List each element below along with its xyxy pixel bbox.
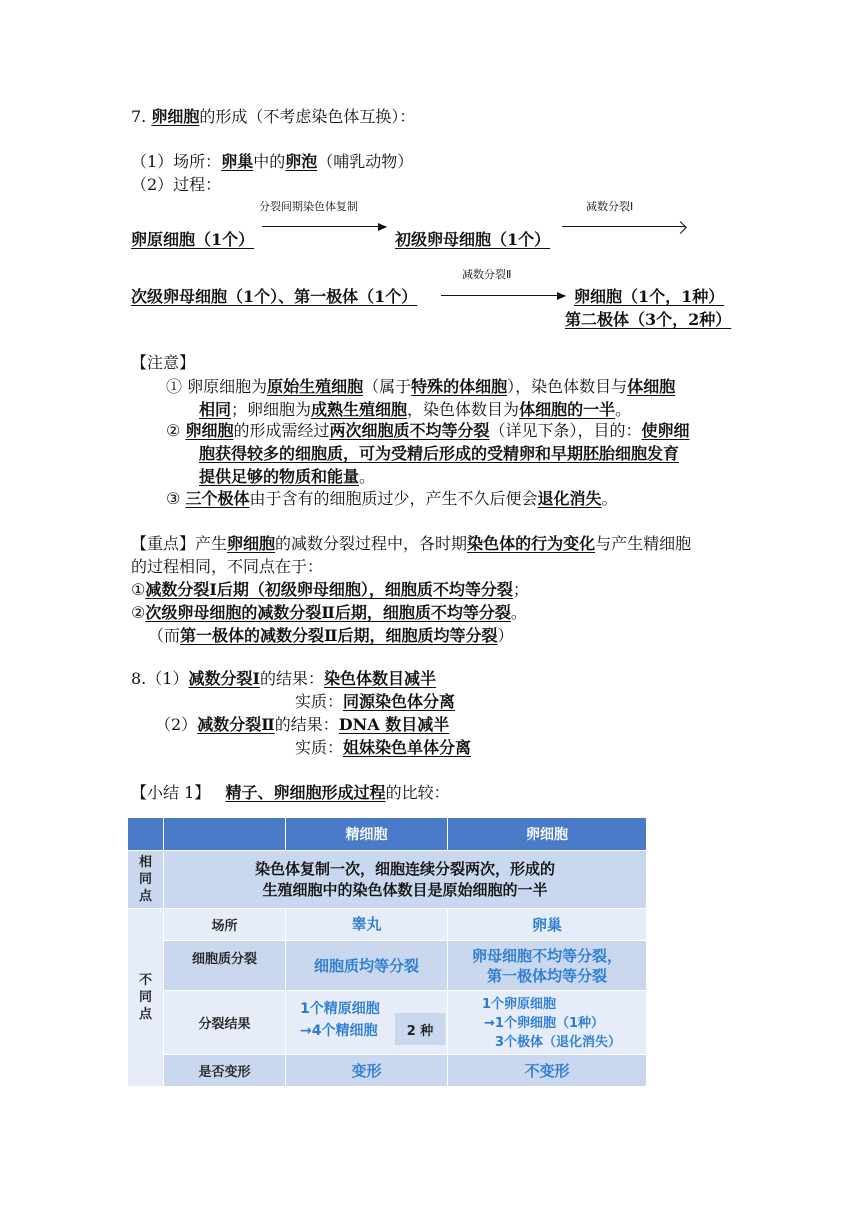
row-label: 细胞质分裂 xyxy=(164,940,286,990)
term-egg-cell: 卵细胞 xyxy=(151,107,200,126)
term: 精子、卵细胞形成过程 xyxy=(225,783,386,802)
text: 实质： xyxy=(295,692,344,711)
arrow2 xyxy=(562,226,686,227)
section-number: 8. xyxy=(131,669,147,688)
text: （属于 xyxy=(363,377,412,396)
term: 同源染色体分离 xyxy=(343,692,456,711)
row-label: 场所 xyxy=(164,908,286,940)
text: 。 xyxy=(601,489,618,508)
note-1-line1 xyxy=(166,376,675,398)
header-empty-2 xyxy=(164,818,286,850)
char: 同 xyxy=(138,872,152,887)
term: 使卵细 xyxy=(641,421,690,440)
note-2-line3 xyxy=(199,466,375,488)
text: 的比较： xyxy=(385,783,450,802)
row-label: 是否变形 xyxy=(164,1054,286,1086)
text: 3个极体（退化消失） xyxy=(495,1035,622,1050)
text: 。 xyxy=(510,603,527,622)
text: ），染色体数目与 xyxy=(507,377,628,396)
term: 减数分裂Ⅰ后期（初级卵母细胞），细胞质不均等分裂 xyxy=(145,580,513,599)
arrow2-label: 减数分裂Ⅰ xyxy=(586,200,634,213)
term: 卵细胞 xyxy=(185,421,234,440)
char: 同 xyxy=(138,990,152,1005)
term: 姐妹染色单体分离 xyxy=(343,738,472,757)
text: 的减数分裂过程中，各时期 xyxy=(275,534,468,553)
term: 体细胞 xyxy=(627,377,676,396)
section-number: 7. xyxy=(131,107,147,126)
bullet: ② xyxy=(131,603,146,622)
egg-place: 卵巢 xyxy=(448,908,646,940)
egg-result xyxy=(448,990,646,1054)
sperm-result-text xyxy=(300,998,380,1042)
term-ovary: 卵巢 xyxy=(221,152,254,171)
stage-primary-oocyte: 初级卵母细胞（1个） xyxy=(395,230,551,249)
s8-row1 xyxy=(131,668,436,690)
term: 两次细胞质不均等分裂 xyxy=(329,421,490,440)
term: 特殊的体细胞 xyxy=(411,377,508,396)
sperm-place: 睾丸 xyxy=(286,908,448,940)
text: ；卵细胞为 xyxy=(231,400,312,419)
text: （哺乳动物） xyxy=(317,152,414,171)
term: 三个极体 xyxy=(185,489,250,508)
text: 。 xyxy=(615,400,632,419)
stage-oogonium: 卵原细胞（1个） xyxy=(131,230,255,249)
term: 成熟生殖细胞 xyxy=(311,400,408,419)
text: （2） xyxy=(155,715,198,734)
text: （详见下条），目的： xyxy=(489,421,642,440)
term: 第一极体的减数分裂Ⅱ后期，细胞质均等分裂 xyxy=(180,626,498,645)
term: 次级卵母细胞的减数分裂Ⅱ后期，细胞质不均等分裂 xyxy=(145,603,511,622)
term: 减数分裂Ⅰ xyxy=(188,669,260,688)
title-text: 的形成（不考虑染色体互换）： xyxy=(199,107,416,126)
text: 的结果： xyxy=(259,669,324,688)
char: 不 xyxy=(138,973,152,988)
label: （1）场所： xyxy=(131,152,222,171)
key-line2: 的过程相同，不同点在于： xyxy=(131,557,324,576)
process-line: （2）过程： xyxy=(131,175,222,194)
term: 相同 xyxy=(199,400,232,419)
text: →1个卵细胞（1种） xyxy=(484,1016,604,1031)
text: 实质： xyxy=(295,738,344,757)
term: DNA 数目减半 xyxy=(338,715,450,734)
header-empty xyxy=(128,818,164,850)
key-point-2 xyxy=(131,602,527,624)
arrow3-label: 减数分裂Ⅱ xyxy=(462,268,512,281)
note-3 xyxy=(166,488,618,510)
term: 染色体数目减半 xyxy=(323,669,436,688)
text: 1个精原细胞 xyxy=(300,1001,380,1017)
same-text: 染色体复制一次，细胞连续分裂两次，形成的 xyxy=(254,859,555,878)
key-line1 xyxy=(131,533,691,555)
comparison-table xyxy=(128,818,646,1086)
text: 中的 xyxy=(253,152,286,171)
term: 减数分裂Ⅱ xyxy=(197,715,275,734)
header-egg: 卵细胞 xyxy=(448,818,646,850)
arrow1-label: 分裂间期染色体复制 xyxy=(259,200,358,213)
text: （而 xyxy=(148,626,181,645)
result-egg: 卵细胞（1个，1种） xyxy=(574,287,725,306)
same-label xyxy=(128,850,164,908)
result-polar-body: 第二极体（3个，2种） xyxy=(565,310,732,329)
text: 第一极体均等分裂 xyxy=(486,966,607,985)
egg-cytoplasm xyxy=(448,940,646,990)
note-1-line2 xyxy=(199,399,631,421)
row-label: 分裂结果 xyxy=(164,990,286,1054)
stage-secondary-oocyte: 次级卵母细胞（1个）、第一极体（1个） xyxy=(131,287,418,306)
key-point-1 xyxy=(131,579,529,601)
place-line xyxy=(131,151,413,173)
text: （1） xyxy=(146,669,189,688)
text: 【小结 1】 xyxy=(131,783,211,802)
key-heading: 【重点】 xyxy=(131,534,196,553)
text: 的结果： xyxy=(274,715,339,734)
text: ； xyxy=(512,580,529,599)
term: 退化消失 xyxy=(537,489,602,508)
sperm-result xyxy=(286,990,448,1054)
term: 提供足够的物质和能量 xyxy=(199,467,360,486)
char: 相 xyxy=(138,855,152,870)
text: →4个精细胞 xyxy=(300,1023,378,1039)
text: 由于含有的细胞质过少，产生不久后便会 xyxy=(249,489,538,508)
types-count-badge: 2 种 xyxy=(395,1013,445,1045)
s8-row2 xyxy=(155,714,449,736)
text: ，染色体数目为 xyxy=(407,400,520,419)
text: 。 xyxy=(359,467,376,486)
bullet: ① xyxy=(166,377,183,396)
term: 体细胞的一半 xyxy=(519,400,616,419)
term-follicle: 卵泡 xyxy=(285,152,318,171)
note-2-line1 xyxy=(166,420,690,442)
term: 原始生殖细胞 xyxy=(267,377,364,396)
text: 与产生精细胞 xyxy=(595,534,692,553)
sperm-cytoplasm: 细胞质均等分裂 xyxy=(286,940,448,990)
diff-label xyxy=(128,908,164,1086)
text: ） xyxy=(497,626,514,645)
char: 点 xyxy=(138,1007,152,1022)
egg-result-text xyxy=(482,995,621,1052)
note-2-line2: 胞获得较多的细胞质，可为受精后形成的受精卵和早期胚胎细胞发育 xyxy=(199,444,680,463)
section-7-title xyxy=(131,106,415,128)
text: 卵原细胞为 xyxy=(187,377,268,396)
text: 的形成需经过 xyxy=(233,421,330,440)
bullet: ② xyxy=(166,421,181,440)
summary-heading xyxy=(131,782,450,804)
term: 卵细胞 xyxy=(227,534,276,553)
text: 1个卵原细胞 xyxy=(482,997,557,1012)
same-text: 生殖细胞中的染色体数目是原始细胞的一半 xyxy=(262,880,548,899)
text: 产生 xyxy=(195,534,228,553)
key-point-3 xyxy=(148,625,514,647)
bullet: ③ xyxy=(166,489,181,508)
s8-essence1 xyxy=(295,691,455,713)
header-sperm: 精细胞 xyxy=(286,818,448,850)
char: 点 xyxy=(138,889,152,904)
text: 卵母细胞不均等分裂， xyxy=(471,946,622,965)
egg-deform: 不变形 xyxy=(448,1054,646,1086)
arrow1 xyxy=(262,226,386,227)
bullet: ① xyxy=(131,580,146,599)
term: 染色体的行为变化 xyxy=(467,534,596,553)
arrow3 xyxy=(441,295,565,296)
note-heading: 【注意】 xyxy=(131,353,196,372)
s8-essence2 xyxy=(295,737,471,759)
same-content xyxy=(164,850,646,908)
sperm-deform: 变形 xyxy=(286,1054,448,1086)
